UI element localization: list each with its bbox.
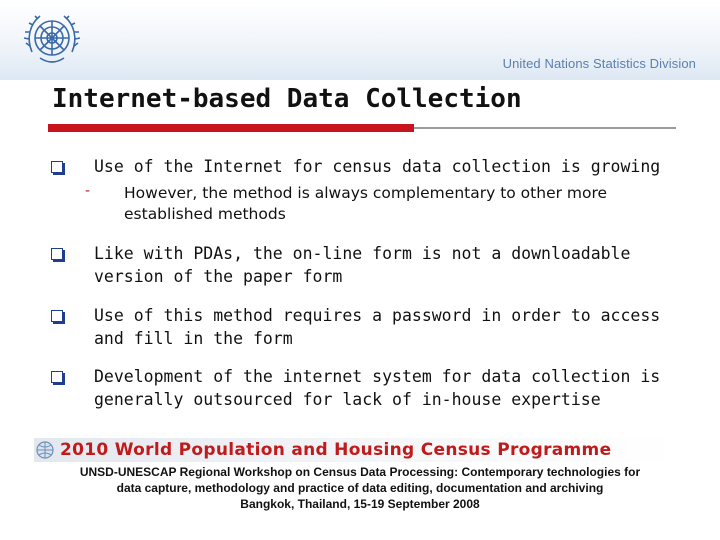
census-programme-banner (34, 438, 677, 462)
footer-credits (40, 464, 680, 512)
bullet-text: Use of the Internet for census data collection is growing (94, 157, 661, 176)
footer-line: Bangkok, Thailand, 15-19 September 2008 (240, 497, 480, 511)
slide-title: Internet-based Data Collection (52, 84, 522, 114)
sub-bullet-text: However, the method is always complementary to other more established methods (124, 184, 608, 223)
footer-line: data capture, methodology and practice of data editing, documentation and archiving (116, 481, 604, 495)
census-globe-icon (34, 440, 56, 460)
bullet-text: Development of the internet system for data collection is generally outsourced for lack of in-house expertise (94, 367, 661, 409)
footer-line: UNSD-UNESCAP Regional Workshop on Census Data Processing: Contemporary technologies for (79, 465, 641, 479)
bullet-text: Use of this method requires a password in order to access and fill in the form (94, 306, 661, 348)
dash-marker: - (85, 183, 91, 199)
banner-text: 2010 World Population and Housing Census Programme (60, 440, 612, 460)
checkbox-square-icon (51, 371, 63, 383)
bullet-text: Like with PDAs, the on-line form is not a downloadable version of the paper form (94, 244, 631, 286)
checkbox-square-icon (51, 248, 63, 260)
division-name: United Nations Statistics Division (502, 56, 696, 71)
checkbox-square-icon (51, 310, 63, 322)
checkbox-square-icon (51, 161, 63, 173)
